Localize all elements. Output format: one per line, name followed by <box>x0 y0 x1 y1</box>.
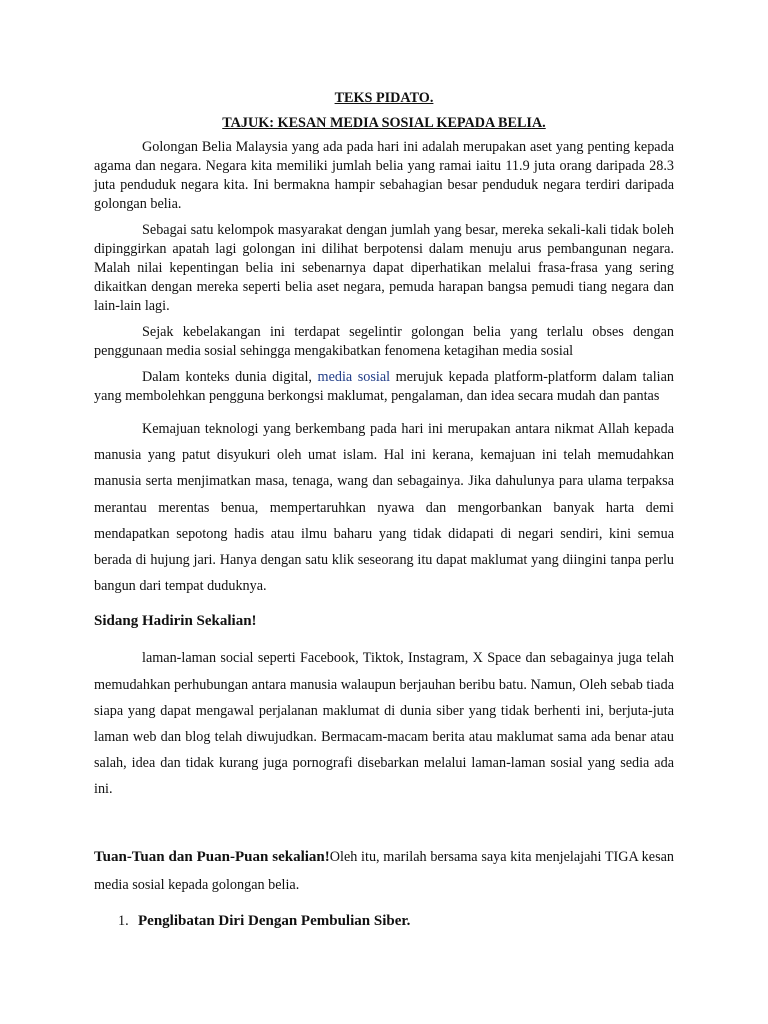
paragraph-1: Golongan Belia Malaysia yang ada pada hari ini adalah merupakan aset yang penting kepada agama dan negara. Negara kita memiliki jumlah belia yang ramai iaitu 11.9 juta orang daripada 28.3 juta penduduk negara kita. Ini bermakna hampir sebahagian besar penduduk negara terdiri daripada golongan belia. <box>94 139 674 212</box>
section-heading-tuan: Tuan-Tuan dan Puan-Puan sekalian! <box>94 848 330 865</box>
media-sosial-link[interactable]: media sosial <box>317 369 391 385</box>
paragraph-7 <box>94 843 674 899</box>
paragraph-7-text: Oleh itu, marilah bersama saya kita menjelajahi TIGA kesan media sosial kepada golongan belia. <box>94 848 674 893</box>
document-page <box>94 88 674 931</box>
paragraph-4 <box>94 368 674 406</box>
document-title: TEKS PIDATO. <box>334 90 434 106</box>
list-number: 1. <box>118 912 129 929</box>
paragraph-6: laman-laman social seperti Facebook, Tiktok, Instagram, X Space dan sebagainya juga telah memudahkan perhubungan antara manusia walaupun berjauhan beribu batu. Namun, Oleh sebab tiada siapa yang dapat mengawal perjalanan maklumat di dunia siber yang tidak berhenti ini, berjuta-juta laman web dan blog telah diwujudkan. Bermacam-macam berita atau maklumat sama ada benar atau salah, idea dan tidak kurang juga pornografi disebarkan melalui laman-laman sosial yang sedia ada ini. <box>94 650 674 798</box>
list-item <box>94 911 674 931</box>
paragraph-2: Sebagai satu kelompok masyarakat dengan jumlah yang besar, mereka sekali-kali tidak boleh dipinggirkan apatah lagi golongan ini dilihat berpotensi dalam menuju arus pembangunan negara. Malah nilai kepentingan belia ini sebenarnya dapat diperhatikan melalui frasa-frasa yang sering dikaitkan dengan mereka seperti belia aset negara, pemuda harapan bangsa pemudi tiang negara dan lain-lain lagi. <box>94 222 674 314</box>
paragraph-4-text-end: merujuk kepada platform-platform dalam talian yang membolehkan pengguna berkongsi maklumat, pengalaman, dan idea secara mudah dan pantas <box>94 369 675 404</box>
list-item-text: Penglibatan Diri Dengan Pembulian Siber. <box>138 912 411 929</box>
paragraph-5: Kemajuan teknologi yang berkembang pada hari ini merupakan antara nikmat Allah kepada manusia yang patut disyukuri oleh umat islam. Hal ini kerana, kemajuan ini telah memudahkan manusia serta menjimatkan masa, tenaga, wang dan sebagainya. Jika dahulunya para ulama terpaksa merantau merentas benua, mempertaruhkan nyawa dan mengorbankan banyak harta demi mendapatkan sepotong hadis atau ilmu baharu yang tidak didapati di negari sendiri, kini semua berada di hujung jari. Hanya dengan satu klik seseorang itu dapat maklumat yang diingini tanpa perlu bangun dari tempat duduknya. <box>94 421 674 595</box>
paragraph-4-text-start: Dalam konteks dunia digital, <box>142 369 318 385</box>
section-heading-sidang: Sidang Hadirin Sekalian! <box>94 613 257 630</box>
document-subtitle: TAJUK: KESAN MEDIA SOSIAL KEPADA BELIA. <box>222 115 546 131</box>
paragraph-3: Sejak kebelakangan ini terdapat segelintir golongan belia yang terlalu obses dengan penggunaan media sosial sehingga mengakibatkan fenomena ketagihan media sosial <box>94 324 674 359</box>
